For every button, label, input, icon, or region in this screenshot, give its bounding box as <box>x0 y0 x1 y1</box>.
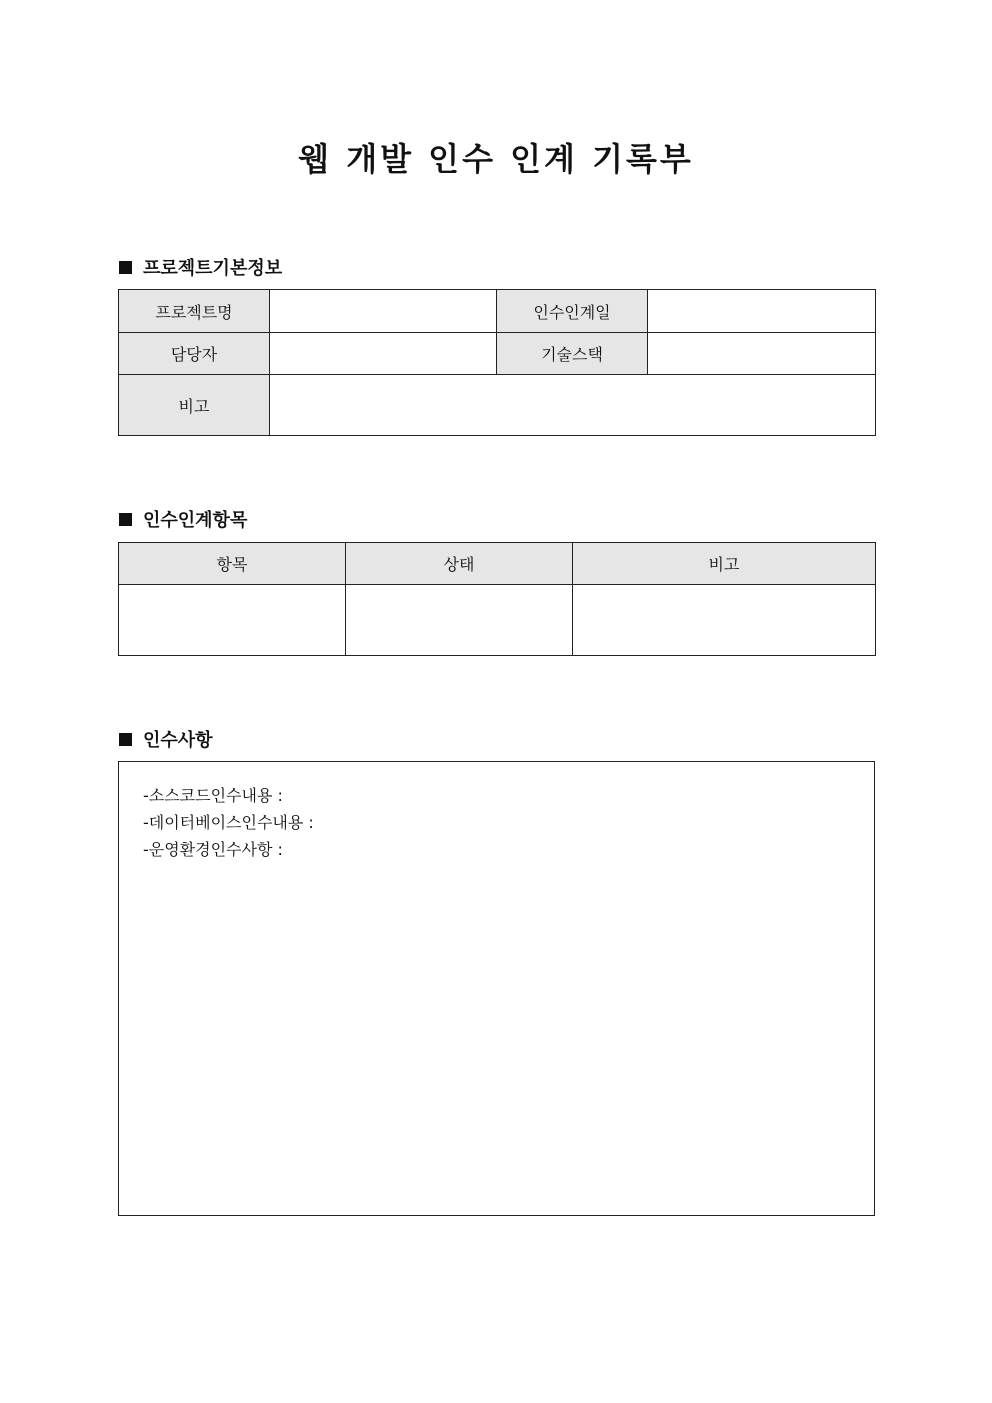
section-heading-handover-items <box>119 506 247 532</box>
remarks-cell[interactable] <box>573 585 876 656</box>
section-heading-handover-notes <box>119 726 213 752</box>
table-row <box>119 375 876 436</box>
square-bullet-icon <box>119 733 132 746</box>
tech-stack-field[interactable] <box>648 333 876 375</box>
section-heading-basic-info <box>119 254 282 280</box>
remarks-label: 비고 <box>119 375 270 436</box>
status-cell[interactable] <box>346 585 573 656</box>
table-header-row <box>119 543 876 585</box>
column-header-item: 항목 <box>119 543 346 585</box>
source-code-note: -소스코드인수내용 : <box>143 786 283 805</box>
section-heading-label: 인수인계항목 <box>143 510 248 531</box>
square-bullet-icon <box>119 513 132 526</box>
handover-date-field[interactable] <box>648 290 876 333</box>
column-header-status: 상태 <box>346 543 573 585</box>
basic-info-table <box>118 289 876 436</box>
project-name-label: 프로젝트명 <box>119 290 270 333</box>
project-name-field[interactable] <box>270 290 497 333</box>
section-heading-label: 프로젝트기본정보 <box>143 258 283 279</box>
handover-date-label: 인수인계일 <box>497 290 648 333</box>
remarks-field[interactable] <box>270 375 876 436</box>
handover-notes-box[interactable] <box>118 761 875 1216</box>
manager-label: 담당자 <box>119 333 270 375</box>
manager-field[interactable] <box>270 333 497 375</box>
tech-stack-label: 기술스택 <box>497 333 648 375</box>
table-row <box>119 290 876 333</box>
operating-environment-note: -운영환경인수사항 : <box>143 840 283 859</box>
square-bullet-icon <box>119 261 132 274</box>
table-row <box>119 333 876 375</box>
document-title: 웹 개발 인수 인계 기록부 <box>298 140 694 178</box>
section-heading-label: 인수사항 <box>143 730 213 751</box>
item-cell[interactable] <box>119 585 346 656</box>
column-header-remarks: 비고 <box>573 543 876 585</box>
handover-items-table <box>118 542 876 656</box>
table-row <box>119 585 876 656</box>
handover-notes-list <box>119 762 874 863</box>
database-note: -데이터베이스인수내용 : <box>143 813 314 832</box>
